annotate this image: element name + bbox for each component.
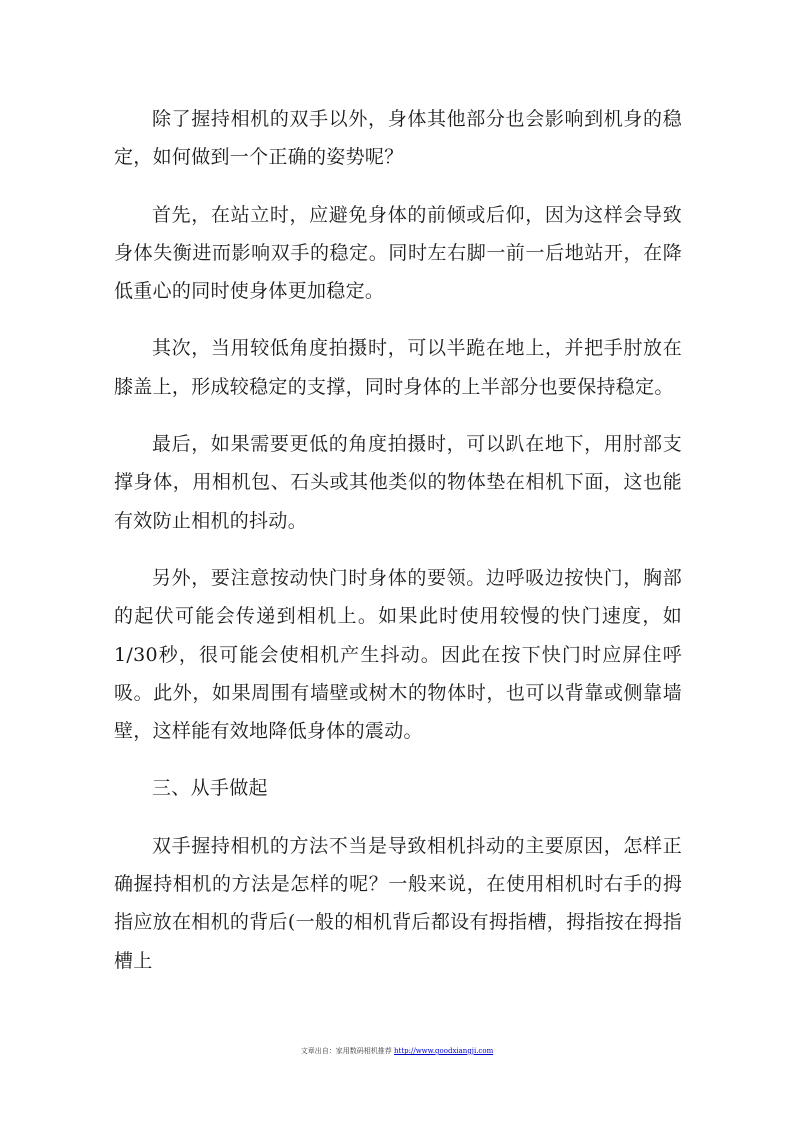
footer-label: 文章出自：家用数码相机推荐 [300, 1047, 392, 1055]
footer-link[interactable]: http://www.goodxiangji.com [394, 1047, 494, 1055]
paragraph-hand-grip: 双手握持相机的方法不当是导致相机抖动的主要原因，怎样正确握持相机的方法是怎样的呢？一般来说，在使用相机时右手的拇指应放在相机的背后(一般的相机背后都设有拇指槽，拇指按在拇指槽上 [114, 834, 682, 972]
paragraph-breathing: 另外，要注意按动快门时身体的要领。边呼吸边按快门，胸部的起伏可能会传递到相机上。如果此时使用较慢的快门速度，如1/30秒，很可能会使相机产生抖动。因此在按下快门时应屏住呼吸。此外，如果周围有墙壁或树木的物体时，也可以背靠或侧靠墙壁，这样能有效地降低身体的震动。 [114, 566, 682, 743]
document-body [114, 100, 682, 999]
paragraph-lying: 最后，如果需要更低的角度拍摄时，可以趴在地下，用肘部支撑身体，用相机包、石头或其他类似的物体垫在相机下面，这也能有效防止相机的抖动。 [114, 433, 682, 532]
paragraph-kneeling: 其次，当用较低角度拍摄时，可以半跪在地上，并把手肘放在膝盖上，形成较稳定的支撑，同时身体的上半部分也要保持稳定。 [114, 337, 682, 398]
paragraph-posture-intro: 除了握持相机的双手以外，身体其他部分也会影响到机身的稳定，如何做到一个正确的姿势呢？ [114, 108, 682, 169]
paragraph-standing: 首先，在站立时，应避免身体的前倾或后仰，因为这样会导致身体失衡进而影响双手的稳定。同时左右脚一前一后地站开，在降低重心的同时使身体更加稳定。 [114, 203, 682, 303]
section-heading: 三、从手做起 [152, 777, 268, 800]
page-footer [0, 1046, 794, 1056]
